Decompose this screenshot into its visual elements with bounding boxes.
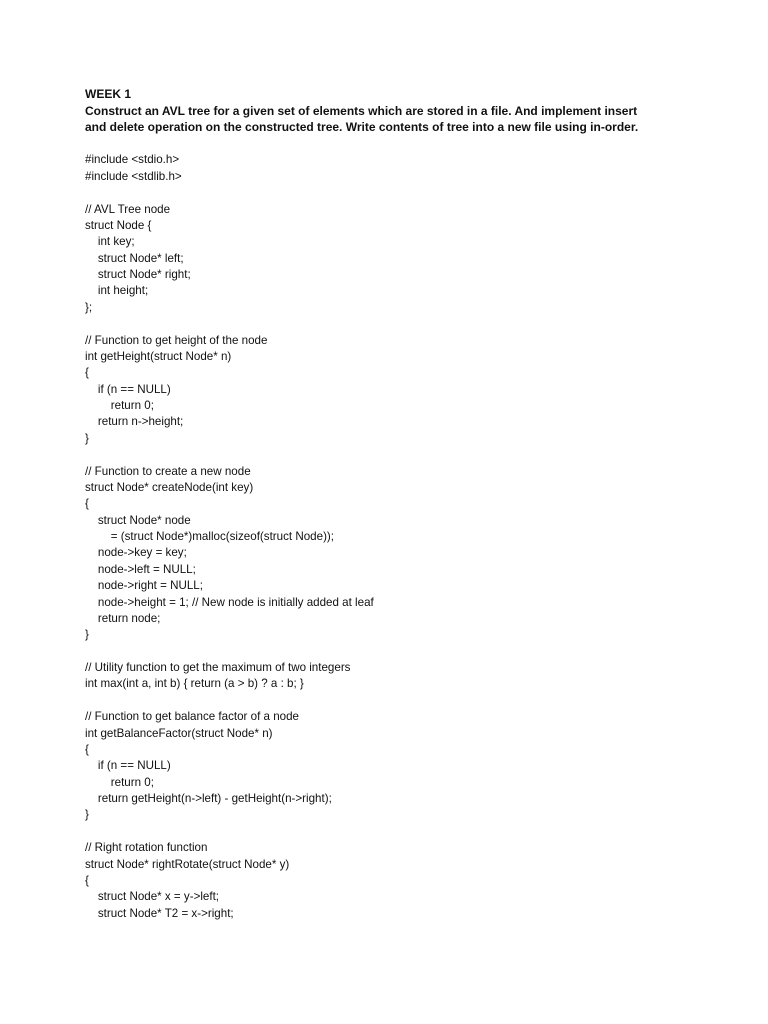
code-line: return node;	[85, 611, 161, 625]
code-line: {	[85, 366, 89, 380]
code-line: {	[85, 873, 89, 887]
code-line: // Utility function to get the maximum of two integers	[85, 661, 351, 674]
code-line: // Function to create a new node	[85, 464, 251, 478]
code-line: struct Node* left;	[85, 251, 184, 265]
code-listing	[85, 152, 725, 922]
code-line: struct Node* right;	[85, 268, 191, 281]
code-line: = (struct Node*)malloc(sizeof(struct Node));	[85, 530, 335, 543]
code-line: node->key = key;	[85, 546, 187, 560]
code-line: return getHeight(n->left) - getHeight(n->right);	[85, 792, 332, 805]
task-description-line-1: Construct an AVL tree for a given set of elements which are stored in a file. And implement insert	[85, 103, 638, 118]
code-line: if (n == NULL)	[85, 759, 171, 773]
code-line: node->height = 1; // New node is initially added at leaf	[85, 595, 374, 609]
code-line: }	[85, 628, 89, 642]
code-blank-line	[85, 824, 725, 840]
code-blank-line	[85, 185, 725, 201]
code-line: int getBalanceFactor(struct Node* n)	[85, 726, 273, 740]
code-line: struct Node* T2 = x->right;	[85, 906, 234, 920]
code-line: struct Node* x = y->left;	[85, 890, 220, 904]
code-line: // Function to get balance factor of a node	[85, 710, 299, 724]
code-blank-line	[85, 316, 725, 332]
code-blank-line	[85, 447, 725, 463]
code-blank-line	[85, 644, 725, 660]
code-line: #include <stdio.h>	[85, 153, 180, 167]
code-line: struct Node* node	[85, 513, 191, 527]
code-line: int getHeight(struct Node* n)	[85, 349, 232, 363]
code-line: // AVL Tree node	[85, 202, 171, 216]
code-line: };	[85, 300, 93, 314]
code-line: return n->height;	[85, 415, 184, 429]
code-line: #include <stdlib.h>	[85, 169, 182, 183]
code-line: int key;	[85, 235, 135, 249]
code-blank-line	[85, 693, 725, 709]
code-line: }	[85, 808, 89, 822]
code-line: node->right = NULL;	[85, 579, 203, 593]
code-line: struct Node {	[85, 218, 152, 232]
code-line: if (n == NULL)	[85, 382, 171, 396]
code-line: struct Node* rightRotate(struct Node* y)	[85, 857, 290, 871]
code-line: // Right rotation function	[85, 841, 208, 855]
code-line: int max(int a, int b) { return (a > b) ? a : b; }	[85, 677, 304, 691]
code-line: // Function to get height of the node	[85, 333, 268, 347]
code-line: int height;	[85, 284, 149, 298]
code-line: return 0;	[85, 775, 154, 789]
code-line: node->left = NULL;	[85, 562, 196, 576]
code-line: return 0;	[85, 399, 154, 412]
code-line: {	[85, 497, 89, 511]
document-page	[85, 86, 725, 922]
task-description-line-2: and delete operation on the constructed tree. Write contents of tree into a new file using in-order.	[85, 120, 639, 135]
code-line: }	[85, 431, 89, 445]
code-line: struct Node* createNode(int key)	[85, 480, 254, 494]
code-line: {	[85, 742, 89, 756]
week-heading: WEEK 1	[85, 87, 132, 101]
